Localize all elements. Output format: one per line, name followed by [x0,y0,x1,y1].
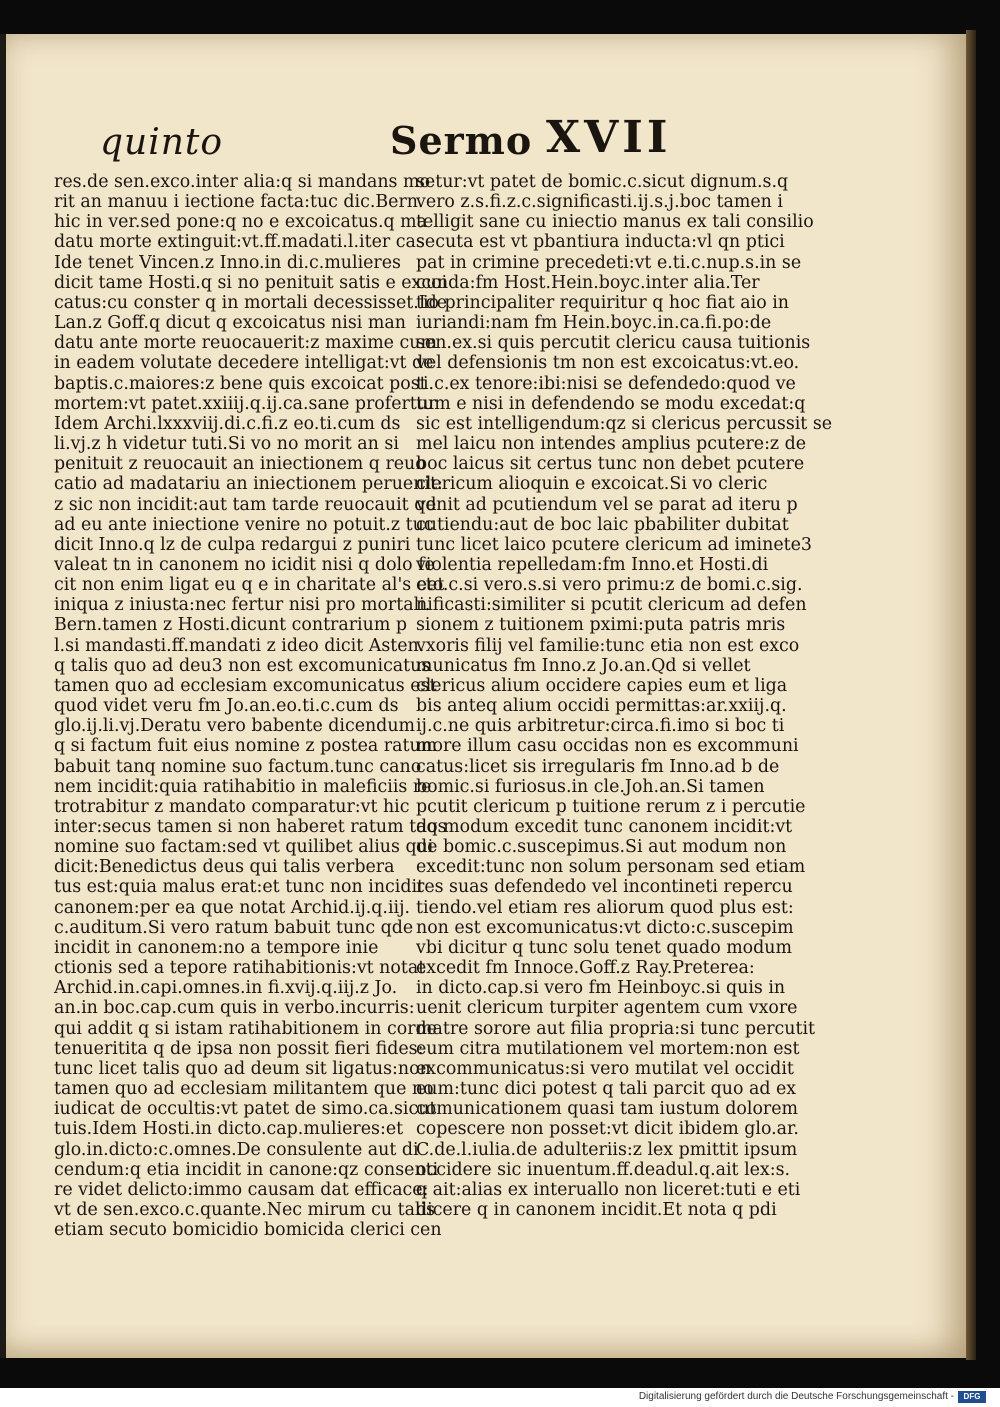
text-line: excommunicatus:si vero mutilat vel occidit [416,1058,794,1079]
text-line: penituit z reuocauit an iniectionem q reuo [54,454,426,475]
text-line: secuta est vt pbantiura inducta:vl qn ptici [416,232,785,253]
text-line: mel laicu non intendes amplius pcutere:z de [416,434,807,455]
text-line: eum:tunc dici potest q tali parcit quo ad ex [416,1079,797,1100]
text-line: ij.c.ne quis arbitretur:circa.fi.imo si boc ti [416,716,785,737]
text-line: vxoris filij vel familie:tunc etia non est exco [416,635,800,656]
text-line: glo.in.dicto:c.omnes.De consulente aut di [54,1139,419,1160]
text-line: Idem Archi.lxxxviij.di.c.fi.z eo.ti.cum ds [54,413,401,434]
text-line: nificasti:similiter si pcutit clericum ad defen [416,595,807,616]
text-line: municatus fm Inno.z Jo.an.Qd si vellet [416,655,751,676]
text-line: violentia repelledam:fm Inno.et Hosti.di [416,554,769,575]
text-line: re videt delicto:immo causam dat efficace: [54,1179,429,1200]
text-line: quod videt veru fm Jo.an.eo.ti.c.cum ds [54,696,399,717]
funding-notice: Digitalisierung gefördert durch die Deutsche Forschungsgemeinschaft - [638,1391,954,1402]
text-line: dicere q in canonem incidit.Et nota q pdi [416,1199,777,1220]
text-line: Bern.tamen z Hosti.dicunt contrarium p [54,615,407,636]
text-line: li.vj.z h videtur tuti.Si vo no morit an si [54,434,399,455]
text-line: iniqua z iniusta:nec fertur nisi pro mortali. [54,595,431,616]
book-page [6,34,966,1358]
text-line: vel defensionis tm non est excoicatus:vt.eo. [416,353,800,374]
header-right: XVII [546,112,672,163]
text-line: canonem:per ea que notat Archid.ij.q.iij. [54,897,410,918]
text-line: do modum excedit tunc canonem incidit:vt [416,817,793,837]
text-line: Ide tenet Vincen.z Inno.in di.c.mulieres [54,252,401,273]
text-line: pcutit clericum p tuitione rerum z i percutie [416,796,806,817]
text-line: tenueritita q de ipsa non possit fieri fides: [54,1038,424,1059]
text-line: non est excomunicatus:vt dicto:c.suscepim [416,917,794,938]
text-line: dicit Inno.q lz de culpa redargui z puniri [54,534,411,555]
text-line: uenit clericum turpiter agentem cum vxore [416,998,798,1019]
text-line: venit ad pcutiendum vel se parat ad iteru p [416,494,798,515]
text-line: catus:cu conster q in mortali decessisset.Ide [54,292,448,313]
text-line: rit an manuu i iectione facta:tuc dic.Bern. [54,192,424,213]
text-line: baptis.c.maiores:z bene quis excoicat post [54,373,427,394]
text-line: cendum:q etia incidit in canone:qz consenti [54,1159,439,1180]
text-line: cto.c.si vero.s.si vero primu:z de bomi.c.sig. [416,575,803,596]
text-line: ad eu ante iniectione venire no potuit.z tuc [54,514,434,535]
text-line: l.si mandasti.ff.mandati z ideo dicit Asten. [54,635,425,656]
text-line: iuriandi:nam fm Hein.boyc.in.ca.fi.po:de [416,313,772,334]
text-line: cit non enim ligat eu q e in charitate al's eet [54,575,445,596]
text-line: ti.c.ex tenore:ibi:nisi se defendedo:quod ve [416,373,796,394]
text-line: in dicto.cap.si vero fm Heinboyc.si quis in [416,978,786,999]
text-line: c.auditum.Si vero ratum babuit tunc qde [54,917,414,938]
text-line: boc laicus sit certus tunc non debet pcutere [416,454,805,475]
text-line: pat in crimine precedeti:vt e.ti.c.nup.s.in se [416,252,802,273]
text-line: res.de sen.exco.inter alia:q si mandans mo [54,172,430,192]
text-line: de bomic.c.suscepimus.Si aut modum non [416,837,787,858]
text-line: tio principaliter requiritur q hoc fiat aio in [416,292,789,313]
text-line: copescere non posset:vt dicit ibidem glo.ar. [416,1119,799,1140]
text-line: excedit:tunc non solum personam sed etiam [416,857,806,878]
footer-bar [0,1388,1000,1407]
text-line: cunda:fm Host.Hein.boyc.inter alia.Ter [416,272,760,293]
text-line: vt de sen.exco.c.quante.Nec mirum cu talis [54,1199,435,1220]
text-line: C.de.l.iulia.de adulteriis:z lex pmittit ipsum [416,1139,798,1160]
text-line: trotrabitur z mandato comparatur:vt hic [54,796,410,817]
text-line: ctionis sed a tepore ratihabitionis:vt notat [54,958,426,979]
text-line: catio ad madatariu an iniectionem peruenit: [54,474,443,495]
text-line: res suas defendedo vel incontineti repercu [416,877,793,898]
text-line: inter:secus tamen si non haberet ratum taqs [54,817,447,837]
text-line: clericus alium occidere capies eum et liga [416,675,788,696]
text-line: dicit:Benedictus deus qui talis verbera [54,857,395,878]
text-line: z sic non incidit:aut tam tarde reuocauit qd [54,494,437,515]
text-line: sic est intelligendum:qz si clericus percussit se [416,413,833,434]
text-line: an.in boc.cap.cum quis in verbo.incurris: [54,998,415,1019]
text-line: setur:vt patet de bomic.c.sicut dignum.s.q [416,172,789,192]
text-line: Archid.in.capi.omnes.in fi.xvij.q.iij.z Jo. [54,978,398,999]
text-line: excedit fm Innoce.Goff.z Ray.Preterea: [416,958,755,979]
text-line: Lan.z Goff.q dicut q excoicatus nisi man [54,313,406,334]
text-column-right [416,172,833,1220]
text-line: tuis.Idem Hosti.in dicto.cap.mulieres:et [54,1119,404,1140]
text-line: clericum alioquin e excoicat.Si vo cleric [416,474,768,495]
text-line: babuit tanq nomine suo factum.tunc cano [54,756,422,777]
text-line: matre sorore aut filia propria:si tunc percutit [416,1018,816,1039]
text-line: incidit in canonem:no a tempore inie [54,937,379,958]
text-line: q si factum fuit eius nomine z postea ratum [54,736,438,757]
text-line: mortem:vt patet.xxiiij.q.ij.ca.sane profertur [54,393,437,414]
text-line: bomic.si furiosus.in cle.Joh.an.Si tamen [416,776,765,797]
text-line: cutiendu:aut de boc laic pbabiliter dubitat [416,514,789,535]
text-line: nem incidit:quia ratihabitio in maleficiis re [54,776,432,797]
text-line: tamen quo ad ecclesiam excomunicatus est [54,675,437,696]
page-edge [966,30,976,1360]
text-line: datu morte extinguit:vt.ff.madati.l.iter cas [54,232,425,253]
text-line: iudicat de occultis:vt patet de simo.ca.sicut [54,1099,437,1120]
header-left: quinto [100,122,224,163]
text-line: dicit tame Hosti.q si no penituit satis e excoi [54,272,448,293]
text-line: q talis quo ad deu3 non est excomunicatus [54,655,431,676]
text-line: nomine suo factam:sed vt quilibet alius qui [54,837,434,858]
text-line: eum citra mutilationem vel mortem:non est [416,1038,800,1059]
text-line: tum e nisi in defendendo se modu excedat:q [416,393,806,414]
running-header [6,112,966,172]
text-line: catus:licet sis irregularis fm Inno.ad b de [416,756,780,777]
text-line: tiendo.vel etiam res aliorum quod plus est: [416,897,794,918]
text-line: tus est:quia malus erat:et tunc non incidit [54,877,425,898]
text-line: comunicationem quasi tam iustum dolorem [416,1099,799,1120]
text-line: more illum casu occidas non es excommuni [416,736,799,757]
text-line: sen.ex.si quis percutit clericu causa tuitionis [416,333,811,354]
text-line: occidere sic inuentum.ff.deadul.q.ait lex:s. [416,1159,791,1180]
header-center: Sermo [390,118,533,163]
text-line: vero z.s.fi.z.c.significasti.ij.s.j.boc tamen i [416,192,783,213]
text-line: etiam secuto bomicidio bomicida clerici cen [54,1220,442,1241]
text-line: telligit sane cu iniectio manus ex tali consilio [416,212,814,233]
text-line: tamen quo ad ecclesiam militantem que no [54,1079,434,1100]
text-line: valeat tn in canonem no icidit nisi q dolo fe [54,554,435,575]
text-column-left [54,172,448,1241]
text-line: datu ante morte reuocauerit:z maxime cum [54,333,437,354]
text-line: sionem z tuitionem pximi:puta patris mris [416,615,786,636]
text-line: tunc licet talis quo ad deum sit ligatus:non [54,1058,431,1079]
text-line: glo.ij.li.vj.Deratu vero babente dicendum [54,716,416,737]
text-line: hic in ver.sed pone:q no e excoicatus.q ma [54,212,428,233]
text-line: tunc licet laico pcutere clericum ad iminete3 [416,534,812,555]
dfg-logo: DFG [958,1391,986,1403]
text-line: qui addit q si istam ratihabitionem in corde [54,1018,437,1039]
text-line: in eadem volutate decedere intelligat:vt de [54,353,434,374]
text-line: q ait:alias ex interuallo non liceret:tuti e eti [416,1179,801,1200]
text-line: vbi dicitur q tunc solu tenet quado modum [416,937,792,958]
text-line: bis anteq alium occidi permittas:ar.xxiij.q. [416,696,787,717]
